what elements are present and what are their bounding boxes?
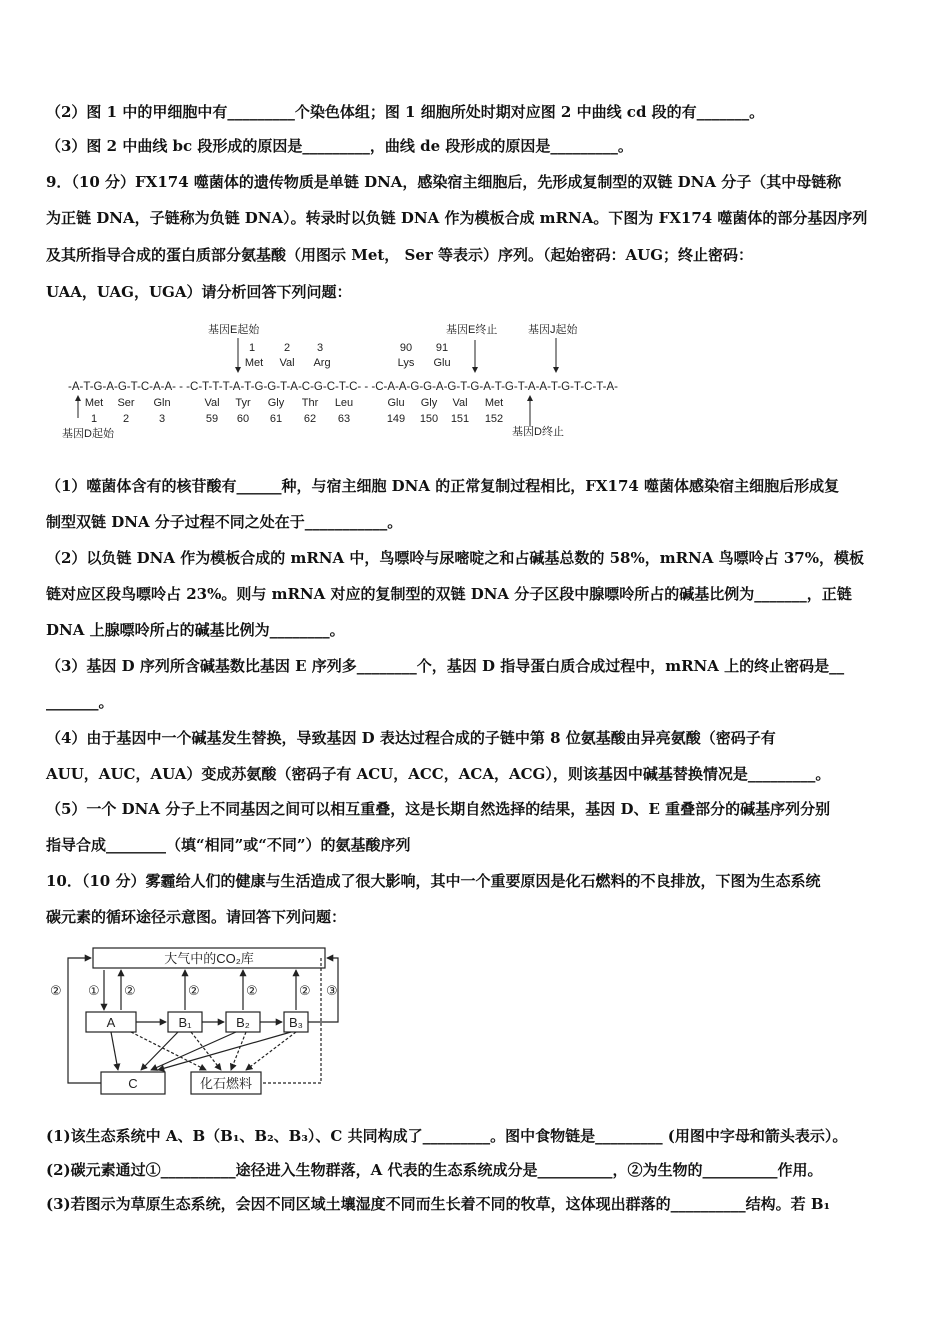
node-b3: B₃ [289, 1015, 303, 1030]
bottom-number-61: 61 [269, 413, 283, 425]
text-line-16: （5）一个 DNA 分子上不同基因之间可以相互重叠，这是长期自然选择的结果，基因 D、E 重叠部分的碱基序列分别 [46, 800, 831, 818]
text-line-13: _______。 [46, 693, 114, 711]
bottom-number-3: 3 [158, 413, 166, 425]
top-number-90: 90 [399, 342, 413, 354]
dna-sequence: -A-T-G-A-G-T-C-A-A- - -C-T-T-T-A-T-G-G-T-A-C-G-C-T-C- - -C-A-A-G-G-A-G-T-G-A-T-G-T-A-A-T-G-T-C-T-A- [68, 381, 619, 393]
text-line-10: 链对应区段鸟嘌呤占 23%。则与 mRNA 对应的复制型的双链 DNA 分子区段中腺嘌呤所占的碱基比例为_______，正链 [46, 585, 852, 603]
bottom-amino-1: Met [84, 397, 104, 409]
text-line-7: （1）噬菌体含有的核苷酸有______种，与宿主细胞 DNA 的正常复制过程相比，FX174 噬菌体感染宿主细胞后形成复 [46, 477, 840, 495]
node-c: C [128, 1076, 138, 1091]
text-line-5: 及其所指导合成的蛋白质部分氨基酸（用图示 Met， Ser 等表示）序列。（起始密码：AUG；终止密码： [46, 246, 754, 264]
marker-2-left: ② [50, 983, 62, 998]
text-line-2: （3）图 2 中曲线 bc 段形成的原因是_________，曲线 de 段形成的原因是_________。 [46, 137, 633, 155]
bottom-number-63: 63 [337, 413, 351, 425]
gene-sequence-figure [60, 318, 630, 443]
node-b2: B₂ [236, 1015, 250, 1030]
bottom-number-152: 152 [484, 413, 504, 425]
bottom-number-1: 1 [90, 413, 98, 425]
bottom-number-2: 2 [122, 413, 130, 425]
top-number-3: 3 [316, 342, 324, 354]
bottom-number-59: 59 [205, 413, 219, 425]
text-line-11: DNA 上腺嘌呤所占的碱基比例为________。 [46, 621, 345, 639]
text-line-17: 指导合成________（填“相同”或“不同”）的氨基酸序列 [46, 836, 411, 854]
top-number-1: 1 [248, 342, 256, 354]
gene-e-end-label: 基因E终止 [446, 324, 498, 336]
top-number-91: 91 [435, 342, 449, 354]
top-amino-lys: Lys [397, 357, 415, 369]
bottom-number-60: 60 [236, 413, 250, 425]
carbon-cycle-figure [46, 940, 356, 1100]
text-line-4: 为正链 DNA，子链称为负链 DNA）。转录时以负链 DNA 作为模板合成 mRNA。下图为 FX174 噬菌体的部分基因序列 [46, 209, 868, 227]
bottom-amino-61: Gly [267, 397, 285, 409]
text-line-6: UAA，UAG，UGA）请分析回答下列问题： [46, 283, 352, 301]
text-line-19: 碳元素的循环途径示意图。请回答下列问题： [46, 908, 347, 926]
node-fossil-fuel: 化石燃料 [199, 1076, 253, 1091]
gene-d-start-label: 基因D起始 [62, 428, 114, 440]
bottom-number-150: 150 [419, 413, 439, 425]
bottom-amino-149: Glu [387, 397, 405, 409]
bottom-number-62: 62 [303, 413, 317, 425]
bottom-number-149: 149 [386, 413, 406, 425]
top-amino-arg: Arg [313, 357, 331, 369]
co2-pool-label: 大气中的CO₂库 [164, 951, 254, 966]
text-line-14: （4）由于基因中一个碱基发生替换，导致基因 D 表达过程合成的子链中第 8 位氨基酸由异亮氨酸（密码子有 [46, 729, 776, 747]
marker-2-b2: ② [246, 983, 258, 998]
text-line-12: （3）基因 D 序列所含碱基数比基因 E 序列多________个，基因 D 指导蛋白质合成过程中，mRNA 上的终止密码是__ [46, 657, 845, 675]
text-line-1: （2）图 1 中的甲细胞中有_________个染色体组；图 1 细胞所处时期对应图 2 中曲线 cd 段的有_______。 [46, 103, 765, 121]
text-line-21: (2)碳元素通过①__________途径进入生物群落，A 代表的生态系统成分是__________，②为生物的__________作用。 [46, 1161, 823, 1179]
bottom-amino-150: Gly [420, 397, 438, 409]
text-line-18: 10．（10 分）雾霾给人们的健康与生活造成了很大影响，其中一个重要原因是化石燃料的不良排放，下图为生态系统 [46, 872, 821, 890]
bottom-amino-3: Gln [153, 397, 171, 409]
bottom-amino-59: Val [204, 397, 220, 409]
gene-d-end-label: 基因D终止 [512, 426, 564, 438]
top-amino-met: Met [244, 357, 264, 369]
marker-2-b1: ② [188, 983, 200, 998]
bottom-amino-62: Thr [301, 397, 319, 409]
text-line-15: AUU，AUC，AUA）变成苏氨酸（密码子有 ACU，ACC，ACA，ACG），则该基因中碱基替换情况是_________。 [46, 765, 831, 783]
marker-1: ① [88, 983, 100, 998]
top-amino-val: Val [279, 357, 295, 369]
bottom-amino-60: Tyr [235, 397, 251, 409]
bottom-amino-63: Leu [334, 397, 354, 409]
gene-j-start-label: 基因J起始 [528, 324, 578, 336]
gene-e-start-label: 基因E起始 [208, 324, 260, 336]
bottom-number-151: 151 [450, 413, 470, 425]
marker-2-a: ② [124, 983, 136, 998]
text-line-3: 9．（10 分）FX174 噬菌体的遗传物质是单链 DNA，感染宿主细胞后，先形成复制型的双链 DNA 分子（其中母链称 [46, 173, 842, 191]
top-number-2: 2 [283, 342, 291, 354]
text-line-8: 制型双链 DNA 分子过程不同之处在于___________。 [46, 513, 403, 531]
marker-3: ③ [326, 983, 338, 998]
node-b1: B₁ [178, 1015, 192, 1030]
top-amino-glu: Glu [433, 357, 451, 369]
text-line-20: (1)该生态系统中 A、B（B₁、B₂、B₃）、C 共同构成了_________。图中食物链是_________ (用图中字母和箭头表示）。 [46, 1127, 848, 1145]
bottom-amino-151: Val [452, 397, 468, 409]
bottom-amino-2: Ser [117, 397, 135, 409]
text-line-22: (3)若图示为草原生态系统，会因不同区域土壤湿度不同而生长着不同的牧草，这体现出群落的__________结构。若 B₁ [46, 1195, 831, 1213]
bottom-amino-152: Met [484, 397, 504, 409]
marker-2-b3: ② [299, 983, 311, 998]
node-a: A [106, 1015, 116, 1030]
text-line-9: （2）以负链 DNA 作为模板合成的 mRNA 中，鸟嘌呤与尿嘧啶之和占碱基总数的 58%，mRNA 鸟嘌呤占 37%，模板 [46, 549, 864, 567]
